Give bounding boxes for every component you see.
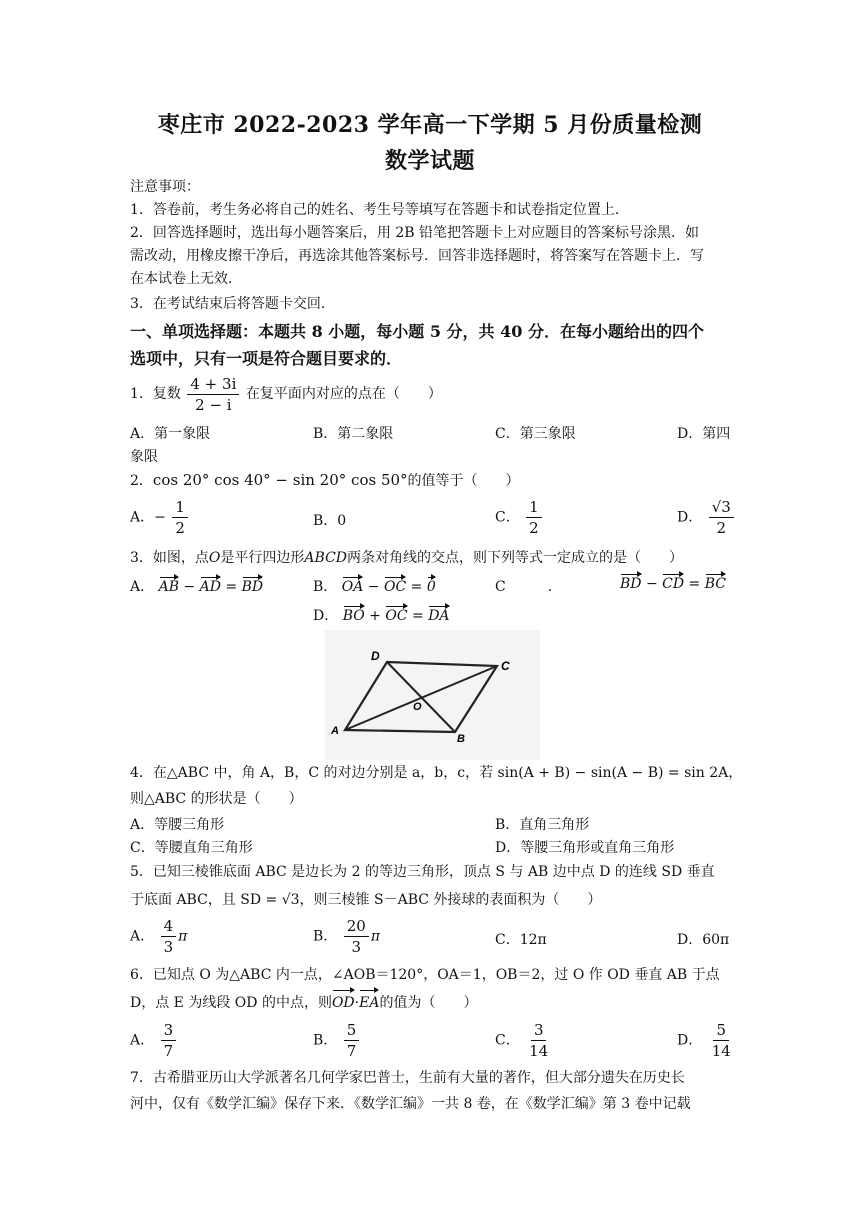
q1-suffix: 在复平面内对应的点在（ ） (245, 386, 442, 402)
q2-d-num: √3 (709, 497, 734, 518)
q2-option-d (677, 497, 736, 538)
question-5-line2: 于底面 ABC，且 SD = √3，则三棱锥 S－ABC 外接球的表面积为（ ） (130, 892, 602, 908)
zero-vector: 0 (426, 579, 436, 595)
parallelogram-figure (325, 630, 540, 760)
figure-label-a: A (331, 725, 339, 737)
question-7-line1: 7．古希腊亚历山大学派著名几何学家巴普士，生前有大量的著作，但大部分遗失在历史长 (130, 1070, 685, 1086)
q3-a-eq: = (225, 579, 238, 595)
q6-a-den: 7 (163, 1042, 174, 1060)
q6-a-label: A． (130, 1032, 155, 1049)
notice-item-2-end: 在本试卷上无效． (130, 271, 242, 287)
q2-suffix: 的值等于（ ） (407, 473, 520, 489)
q3-b-eq: = (410, 579, 423, 595)
q6-a-num: 3 (161, 1020, 177, 1041)
q5-b-den: 3 (351, 938, 362, 956)
q5-option-b (313, 916, 380, 957)
q1-numerator: 4 + 3i (187, 374, 239, 395)
q6-d-den: 14 (711, 1042, 731, 1060)
q3-a-minus: − (183, 579, 196, 595)
q5-b-num: 20 (344, 916, 369, 937)
vector-oa: OA (341, 579, 364, 595)
q2-option-b: B．0 (313, 513, 347, 529)
q2-c-num: 1 (526, 497, 542, 518)
q2-d-label: D． (677, 509, 703, 526)
question-6-line1: 6．已知点 O 为△ABC 内一点，∠AOB＝120°，OA＝1，OB＝2，过 O 作 OD 垂直 AB 于点 (130, 967, 720, 983)
section-heading-line1: 一、单项选择题：本题共 8 小题，每小题 5 分，共 40 分．在每小题给出的四个 (130, 322, 704, 341)
q3-abcd: ABCD (304, 550, 348, 566)
q1-option-b: B．第二象限 (313, 426, 394, 442)
q1-option-c: C．第三象限 (495, 426, 576, 442)
q3-stem-c: 两条对角线的交点，则下列等式一定成立的是（ ） (347, 550, 684, 566)
q6-option-c (495, 1020, 553, 1061)
q5-b-fraction (344, 916, 369, 957)
q3-c-eq: = (688, 576, 701, 592)
question-4-line1: 4．在△ABC 中，角 A，B，C 的对边分别是 a，b，c，若 sin(A + B) − sin(A − B) = sin 2A， (130, 765, 743, 781)
q3-stem-b: 是平行四边形 (220, 550, 305, 566)
q2-option-c (495, 497, 544, 538)
q1-fraction (187, 374, 239, 415)
q2-d-fraction (709, 497, 734, 538)
vector-od: OD (332, 992, 355, 1014)
figure-label-o: O (413, 701, 422, 713)
figure-background (325, 630, 540, 760)
q5-a-pi: π (178, 928, 188, 945)
q2-a-label: A． (130, 509, 155, 526)
notice-item-2: 2．回答选择题时，选出每小题答案后，用 2B 铅笔把答题卡上对应题目的答案标号涂黑．如 (130, 225, 700, 241)
q5-option-c: C．12π (495, 932, 547, 948)
vector-oc: OC (383, 579, 407, 595)
q6-dot: · (354, 995, 360, 1011)
q4-option-a: A．等腰三角形 (130, 817, 225, 833)
q3-option-c-label: C ． (495, 579, 562, 595)
vector-cd: CD (662, 576, 685, 592)
figure-label-b: B (457, 733, 465, 745)
q3-option-b (313, 576, 436, 596)
q2-a-sign: − (154, 509, 166, 526)
vector-oc-d: OC (385, 608, 408, 624)
q3-option-a (130, 576, 263, 596)
q6-c-label: C． (495, 1032, 520, 1049)
question-6-line2 (130, 992, 730, 1014)
section-heading-line2: 选项中，只有一项是符合题目要求的． (130, 349, 403, 368)
q6-line2a: D，点 E 为线段 OD 的中点，则 (130, 995, 332, 1011)
q3-d-plus: + (369, 608, 381, 624)
notice-item-2-cont: 需改动，用橡皮擦干净后，再选涂其他答案标号．回答非选择题时，将答案写在答题卡上．写 (130, 248, 704, 264)
q4-option-d: D．等腰三角形或直角三角形 (495, 840, 675, 856)
q5-b-label: B． (313, 928, 338, 945)
exam-subtitle: 数学试题 (384, 148, 475, 174)
q1-option-a: A．第一象限 (130, 426, 211, 442)
vector-ab: AB (158, 579, 179, 595)
q4-option-b: B．直角三角形 (495, 817, 590, 833)
q6-b-den: 7 (346, 1042, 357, 1060)
q1-option-d-cont: 象限 (130, 449, 158, 465)
question-5-line1: 5．已知三棱锥底面 ABC 是边长为 2 的等边三角形，顶点 S 与 AB 边中点 D 的连线 SD 垂直 (130, 864, 715, 880)
question-1-stem (130, 372, 730, 416)
q2-c-den: 2 (529, 519, 539, 537)
q4-option-c: C．等腰直角三角形 (130, 840, 253, 856)
notice-item-3: 3．在考试结束后将答题卡交回． (130, 296, 335, 312)
q3-d-label: D． (313, 608, 339, 624)
q3-stem-a: 3．如图，点 (130, 550, 209, 566)
q6-b-fraction (344, 1020, 360, 1061)
q5-b-pi: π (370, 928, 381, 945)
q5-option-a (130, 916, 187, 957)
q2-c-label: C． (495, 509, 520, 526)
q2-option-a (130, 497, 190, 538)
q6-option-b (313, 1020, 361, 1061)
q6-b-label: B． (313, 1032, 338, 1049)
vector-bd-c: BD (620, 576, 642, 592)
q2-prefix: 2． (130, 473, 153, 489)
q6-d-label: D． (677, 1032, 703, 1049)
vector-bo: BO (342, 608, 365, 624)
q2-a-den: 2 (175, 519, 185, 537)
q6-c-fraction (526, 1020, 551, 1061)
q3-b-minus: − (367, 579, 380, 595)
q3-c-minus: − (645, 576, 658, 592)
vector-ea: EA (359, 992, 379, 1014)
vector-da: DA (428, 608, 450, 624)
vector-bc: BC (704, 576, 726, 592)
q6-b-num: 5 (344, 1020, 360, 1041)
q2-d-den: 2 (716, 519, 727, 537)
q5-a-fraction (161, 916, 177, 957)
q6-option-a (130, 1020, 178, 1061)
q2-expression: cos 20° cos 40° − sin 20° cos 50° (152, 471, 408, 489)
q6-c-den: 14 (529, 1042, 549, 1060)
q5-a-num: 4 (161, 916, 177, 937)
question-2-stem (130, 469, 730, 492)
q3-option-d (313, 605, 450, 625)
q3-option-c (620, 576, 726, 592)
q3-point-o: O (208, 550, 221, 566)
notice-item-1: 1．答卷前，考生务必将自己的姓名、考生号等填写在答题卡和试卷指定位置上． (130, 202, 629, 218)
q6-d-num: 5 (713, 1020, 729, 1041)
q5-option-d: D．60π (677, 932, 730, 948)
question-3-stem (130, 547, 730, 569)
q6-a-fraction (161, 1020, 177, 1061)
q6-line2b: 的值为（ ） (379, 995, 478, 1011)
question-7-line2: 河中，仅有《数学汇编》保存下来．《数学汇编》一共 8 卷，在《数学汇编》第 3 卷中记载 (130, 1096, 691, 1112)
q5-a-den: 3 (163, 938, 174, 956)
notice-heading: 注意事项： (130, 179, 200, 195)
q6-option-d (677, 1020, 736, 1061)
q6-c-num: 3 (531, 1020, 547, 1041)
q3-b-label: B． (313, 579, 338, 595)
exam-title: 枣庄市 2022-2023 学年高一下学期 5 月份质量检测 (157, 112, 703, 138)
figure-label-d: D (371, 649, 380, 663)
vector-bd: BD (241, 579, 264, 595)
question-4-line2: 则△ABC 的形状是（ ） (130, 791, 303, 807)
q2-a-fraction (172, 497, 188, 538)
q2-a-num: 1 (172, 497, 188, 518)
q2-c-fraction (526, 497, 542, 538)
q3-a-label: A． (130, 579, 155, 595)
q6-d-fraction (709, 1020, 734, 1061)
q3-d-eq: = (412, 608, 424, 624)
q1-denominator: 2 − i (195, 395, 232, 414)
figure-label-c: C (501, 659, 510, 673)
q1-prefix: 1．复数 (130, 386, 181, 402)
q1-option-d: D．第四 (677, 426, 731, 442)
q5-a-label: A． (130, 928, 155, 945)
vector-ad: AD (199, 579, 221, 595)
